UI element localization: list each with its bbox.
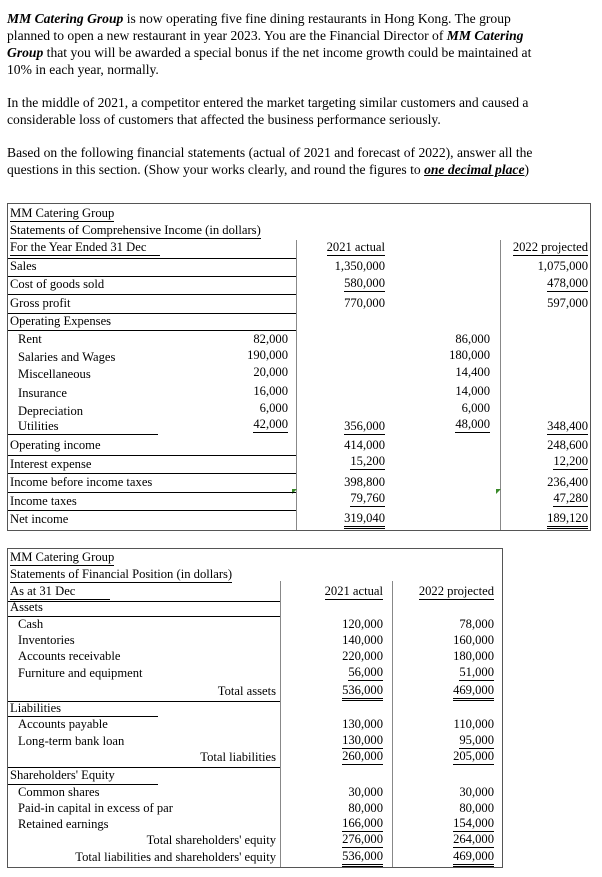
bs-liability-label: Long-term bank loan <box>18 734 125 748</box>
bs-total-assets-2022: 469,000 <box>453 683 494 701</box>
is-total-opex-2021: 356,000 <box>344 419 385 433</box>
income-statement-table <box>7 203 591 531</box>
bs-asset-2022: 78,000 <box>459 617 494 631</box>
bs-asset-2021: 140,000 <box>342 633 383 647</box>
bs-period: As at 31 Dec <box>10 584 110 600</box>
is-taxes-2021: 79,760 <box>350 491 385 505</box>
is-expense-2022: 86,000 <box>455 332 490 346</box>
bs-asset-label: Inventories <box>18 633 75 647</box>
bs-total-le-2022: 469,000 <box>453 849 494 867</box>
bs-liability-2022: 110,000 <box>453 717 494 731</box>
is-net-income-2022: 189,120 <box>547 511 588 529</box>
bs-equity-item-label: Common shares <box>18 785 100 799</box>
is-net-income-2021: 319,040 <box>344 511 385 529</box>
is-expense-2021: 16,000 <box>253 384 288 398</box>
is-expense-2022: 6,000 <box>461 401 490 415</box>
bs-total-liabilities-2021: 260,000 <box>342 749 383 763</box>
is-operating-income-2021: 414,000 <box>344 438 385 452</box>
bs-liabilities-label: Liabilities <box>10 701 62 715</box>
bs-equity-item-2021: 166,000 <box>342 816 383 830</box>
is-expense-label: Depreciation <box>18 404 84 418</box>
bs-total-le-label: Total liabilities and shareholders' equity <box>75 850 276 864</box>
is-sales-label: Sales <box>10 259 37 273</box>
is-cogs-2022: 478,000 <box>547 276 588 290</box>
is-expense-2021: 190,000 <box>247 348 288 362</box>
is-opex-label: Operating Expenses <box>10 314 112 328</box>
bs-equity-item-2021: 80,000 <box>348 801 383 815</box>
is-expense-label: Salaries and Wages <box>18 350 116 364</box>
is-period: For the Year Ended 31 Dec <box>10 240 160 256</box>
is-sales-2021: 1,350,000 <box>334 259 385 273</box>
is-gross-profit-label: Gross profit <box>10 296 71 310</box>
bs-total-equity-2021: 276,000 <box>342 832 383 846</box>
is-ebt-2022: 236,400 <box>547 475 588 489</box>
is-expense-label: Rent <box>18 332 42 346</box>
bs-asset-2021: 220,000 <box>342 649 383 663</box>
is-expense-2021: 42,000 <box>253 417 288 431</box>
bs-asset-2021: 56,000 <box>348 665 383 679</box>
cell-comment-marker <box>496 489 501 494</box>
is-taxes-label: Income taxes <box>10 494 77 508</box>
bs-asset-2022: 160,000 <box>453 633 494 647</box>
is-expense-2021: 20,000 <box>253 365 288 379</box>
intro-paragraph-1: MM Catering Group is now operating five fine dining restaurants in Hong Kong. The group planned to open a new restaurant in year 2023. You are the Financial Director of MM Catering Group that you will be awarded a special bonus if the net income growth could be maintained at 10% in each year, normally. <box>7 11 532 77</box>
bs-equity-item-2021: 30,000 <box>348 785 383 799</box>
bs-total-assets-label: Total assets <box>217 684 276 698</box>
is-taxes-2022: 47,280 <box>553 491 588 505</box>
bs-liability-2021: 130,000 <box>342 717 383 731</box>
bs-asset-label: Cash <box>18 617 44 631</box>
bs-asset-label: Furniture and equipment <box>18 666 143 680</box>
bs-total-assets-2021: 536,000 <box>342 683 383 701</box>
is-interest-label: Interest expense <box>10 457 92 471</box>
bs-equity-item-2022: 80,000 <box>459 801 494 815</box>
is-col-2021: 2021 actual <box>326 240 385 254</box>
is-title: Statements of Comprehensive Income (in dollars) <box>10 223 261 237</box>
bs-col-2022: 2022 projected <box>418 584 494 598</box>
bs-asset-2021: 120,000 <box>342 617 383 631</box>
is-total-opex-2022: 348,400 <box>547 419 588 433</box>
is-operating-income-2022: 248,600 <box>547 438 588 452</box>
is-expense-2021: 6,000 <box>259 401 288 415</box>
is-expense-label: Insurance <box>18 386 67 400</box>
intro-paragraph-2: In the middle of 2021, a competitor entered the market targeting similar customers and caused a considerable loss of customers that affected the business performance seriously. <box>7 95 529 127</box>
bs-asset-label: Accounts receivable <box>18 649 121 663</box>
is-expense-2022: 14,000 <box>455 384 490 398</box>
is-expense-2022: 180,000 <box>449 348 490 362</box>
bs-liability-2021: 130,000 <box>342 733 383 747</box>
is-gross-profit-2021: 770,000 <box>344 296 385 310</box>
bs-equity-item-label: Retained earnings <box>18 817 109 831</box>
is-expense-2022: 48,000 <box>455 417 490 431</box>
bs-company-name: MM Catering Group <box>10 550 115 564</box>
bs-total-equity-label: Total shareholders' equity <box>146 833 276 847</box>
bs-equity-label: Shareholders' Equity <box>10 768 115 782</box>
is-gross-profit-2022: 597,000 <box>547 296 588 310</box>
is-interest-2021: 15,200 <box>350 454 385 468</box>
is-net-income-label: Net income <box>10 512 69 526</box>
bs-total-liabilities-label: Total liabilities <box>200 750 276 764</box>
balance-sheet-table <box>7 548 503 868</box>
bs-total-equity-2022: 264,000 <box>453 832 494 846</box>
is-cogs-2021: 580,000 <box>344 276 385 290</box>
bs-col-2021: 2021 actual <box>324 584 383 598</box>
bs-liability-2022: 95,000 <box>459 733 494 747</box>
is-col-2022: 2022 projected <box>512 240 588 254</box>
bs-assets-label: Assets <box>10 600 43 614</box>
is-operating-income-label: Operating income <box>10 438 101 452</box>
bs-liability-label: Accounts payable <box>18 717 108 731</box>
bs-equity-item-label: Paid-in capital in excess of par <box>18 801 173 815</box>
intro-paragraph-3: Based on the following financial statements (actual of 2021 and forecast of 2022), answer all the questions in this section. (Show your works clearly, and round the figures to one decimal place) <box>7 145 533 177</box>
bs-equity-item-2022: 30,000 <box>459 785 494 799</box>
bs-total-liabilities-2022: 205,000 <box>453 749 494 763</box>
bs-total-le-2021: 536,000 <box>342 849 383 867</box>
bs-asset-2022: 51,000 <box>459 665 494 679</box>
is-interest-2022: 12,200 <box>553 454 588 468</box>
is-expense-label: Utilities <box>18 419 59 433</box>
is-sales-2022: 1,075,000 <box>537 259 588 273</box>
is-expense-label: Miscellaneous <box>18 367 91 381</box>
bs-equity-item-2022: 154,000 <box>453 816 494 830</box>
is-company-name: MM Catering Group <box>10 206 115 220</box>
is-ebt-label: Income before income taxes <box>10 475 153 489</box>
is-expense-2021: 82,000 <box>253 332 288 346</box>
is-cogs-label: Cost of goods sold <box>10 277 105 291</box>
is-ebt-2021: 398,800 <box>344 475 385 489</box>
bs-asset-2022: 180,000 <box>453 649 494 663</box>
bs-title: Statements of Financial Position (in dollars) <box>10 567 233 581</box>
is-expense-2022: 14,400 <box>455 365 490 379</box>
